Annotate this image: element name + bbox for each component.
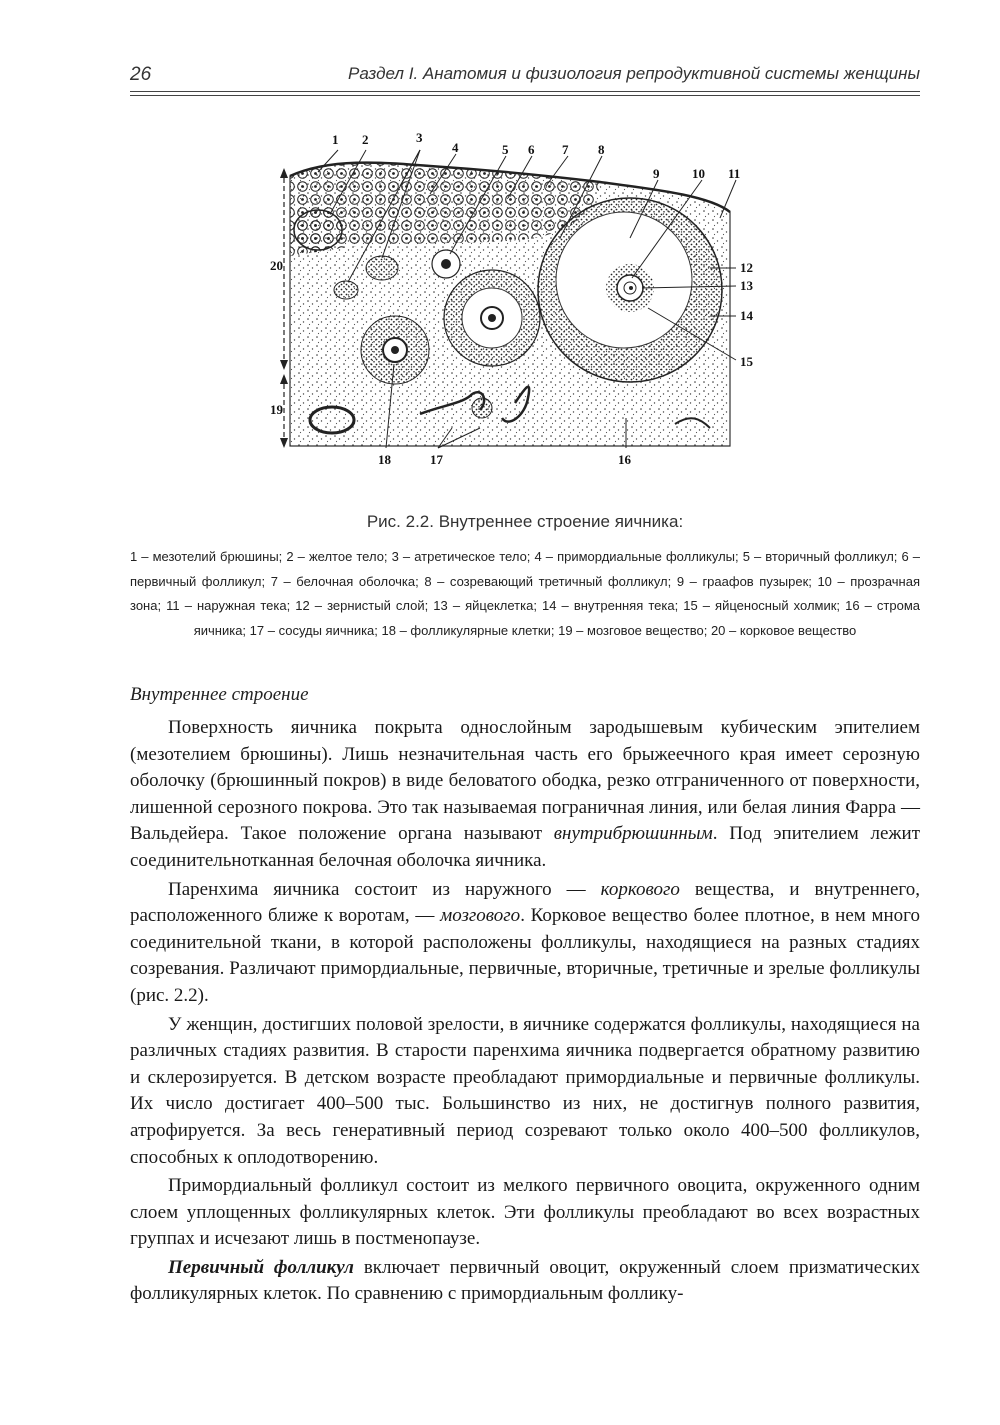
ovary-drawing xyxy=(270,128,790,478)
paragraph-2: Паренхима яичника состоит из наружного — коркового вещества, и внутреннего, расположенного ближе к воротам, — мозгового. Корковое вещество более плотное, в нем много соединительной ткани, в которой расположены фолликулы, находящиеся на разных стадиях созревания. Различают примордиальные, первичные, вторичные, третичные и зрелые фолликулы (рис. 2.2). xyxy=(130,878,921,1006)
label-16: 16 xyxy=(618,452,631,467)
paragraph-3: У женщин, достигших половой зрелости, в яичнике содержатся фолликулы, находящиеся на различных стадиях развития. В старости паренхима яичника подвергается обратному развитию и склерозируется. В детском возрасте преобладают примордиальные и первичные фолликулы. Их число достигает 400–500 тыс. Большинство из них, не достигнув полного развития, атрофируется. За весь генеративный период созревают только около 400–500 фолликулов, способных к оплодотворению. xyxy=(130,1013,920,1168)
label-1: 1 xyxy=(332,132,339,147)
figure-legend: 1 – мезотелий брюшины; 2 – желтое тело; 3 – атретическое тело; 4 – примордиальные фолликулы; 5 – вторичный фолликул; 6 – первичный фолликул; 7 – белочная оболочка; 8 – созревающий третичный фолликул; 9 – граафов пузырек; 10 – прозрачная зона; 11 – наружная тека; 12 – зернистый слой; 13 – яйцеклетка; 14 – внутренняя тека; 15 – яйценосный холмик; 16 – строма яичника; 17 – сосуды яичника; 18 – фолликулярные клетки; 19 – мозговое вещество; 20 – корковое вещество xyxy=(130,549,920,638)
label-20: 20 xyxy=(270,258,283,273)
header-rule-thin xyxy=(130,95,920,96)
label-4: 4 xyxy=(452,140,459,155)
label-18: 18 xyxy=(378,452,391,467)
paragraph-5: Первичный фолликул включает первичный овоцит, окруженный слоем призматических фолликулярных клеток. По сравнению с примордиальным фоллику- xyxy=(130,1256,920,1305)
label-9: 9 xyxy=(653,166,660,181)
label-5: 5 xyxy=(502,142,509,157)
label-11: 11 xyxy=(728,166,741,181)
label-12: 12 xyxy=(740,260,753,275)
header-rule xyxy=(130,91,920,92)
running-title: Раздел I. Анатомия и физиология репродуктивной системы женщины xyxy=(348,64,920,83)
page-header xyxy=(130,64,920,98)
label-15: 15 xyxy=(740,354,753,369)
label-7: 7 xyxy=(562,142,569,157)
label-13: 13 xyxy=(740,278,753,293)
figure-caption: Рис. 2.2. Внутреннее строение яичника: xyxy=(366,512,684,531)
paragraph-1: Поверхность яичника покрыта однослойным зародышевым кубическим эпителием (мезотелием брюшины). Лишь незначительная часть его брыжеечного края имеет серозную оболочку (брюшинный покров) в виде беловатого ободка, резко отграниченного от поверхности, лишенной серозного покрова. Это так называемая пограничная линия, или белая линия Фарра — Вальдейера. Такое положение органа называют внутрибрюшинным. Под эпителием лежит соединительнотканная белочная оболочка яичника. xyxy=(130,717,921,871)
label-8: 8 xyxy=(598,142,605,157)
label-10: 10 xyxy=(692,166,705,181)
emphasis-term: мозгового xyxy=(440,905,521,927)
bold-term: Первичный фолликул xyxy=(168,1256,354,1278)
body-text xyxy=(130,715,920,1310)
page-number: 26 xyxy=(130,64,152,85)
label-3: 3 xyxy=(416,130,423,145)
section-heading: Внутреннее строение xyxy=(130,684,309,705)
label-6: 6 xyxy=(528,142,535,157)
label-17: 17 xyxy=(430,452,443,467)
emphasis-term: коркового xyxy=(600,878,680,900)
label-14: 14 xyxy=(740,308,753,323)
label-19: 19 xyxy=(270,402,283,417)
emphasis-term: внутрибрюшинным xyxy=(553,823,713,845)
label-2: 2 xyxy=(362,132,369,147)
ovary-illustration xyxy=(270,128,790,478)
paragraph-4: Примордиальный фолликул состоит из мелкого первичного овоцита, окруженного одним слоем уплощенных фолликулярных клеток. Эти фолликулы преобладают во всех возрастных группах и исчезают лишь в постменопаузе. xyxy=(130,1175,920,1250)
